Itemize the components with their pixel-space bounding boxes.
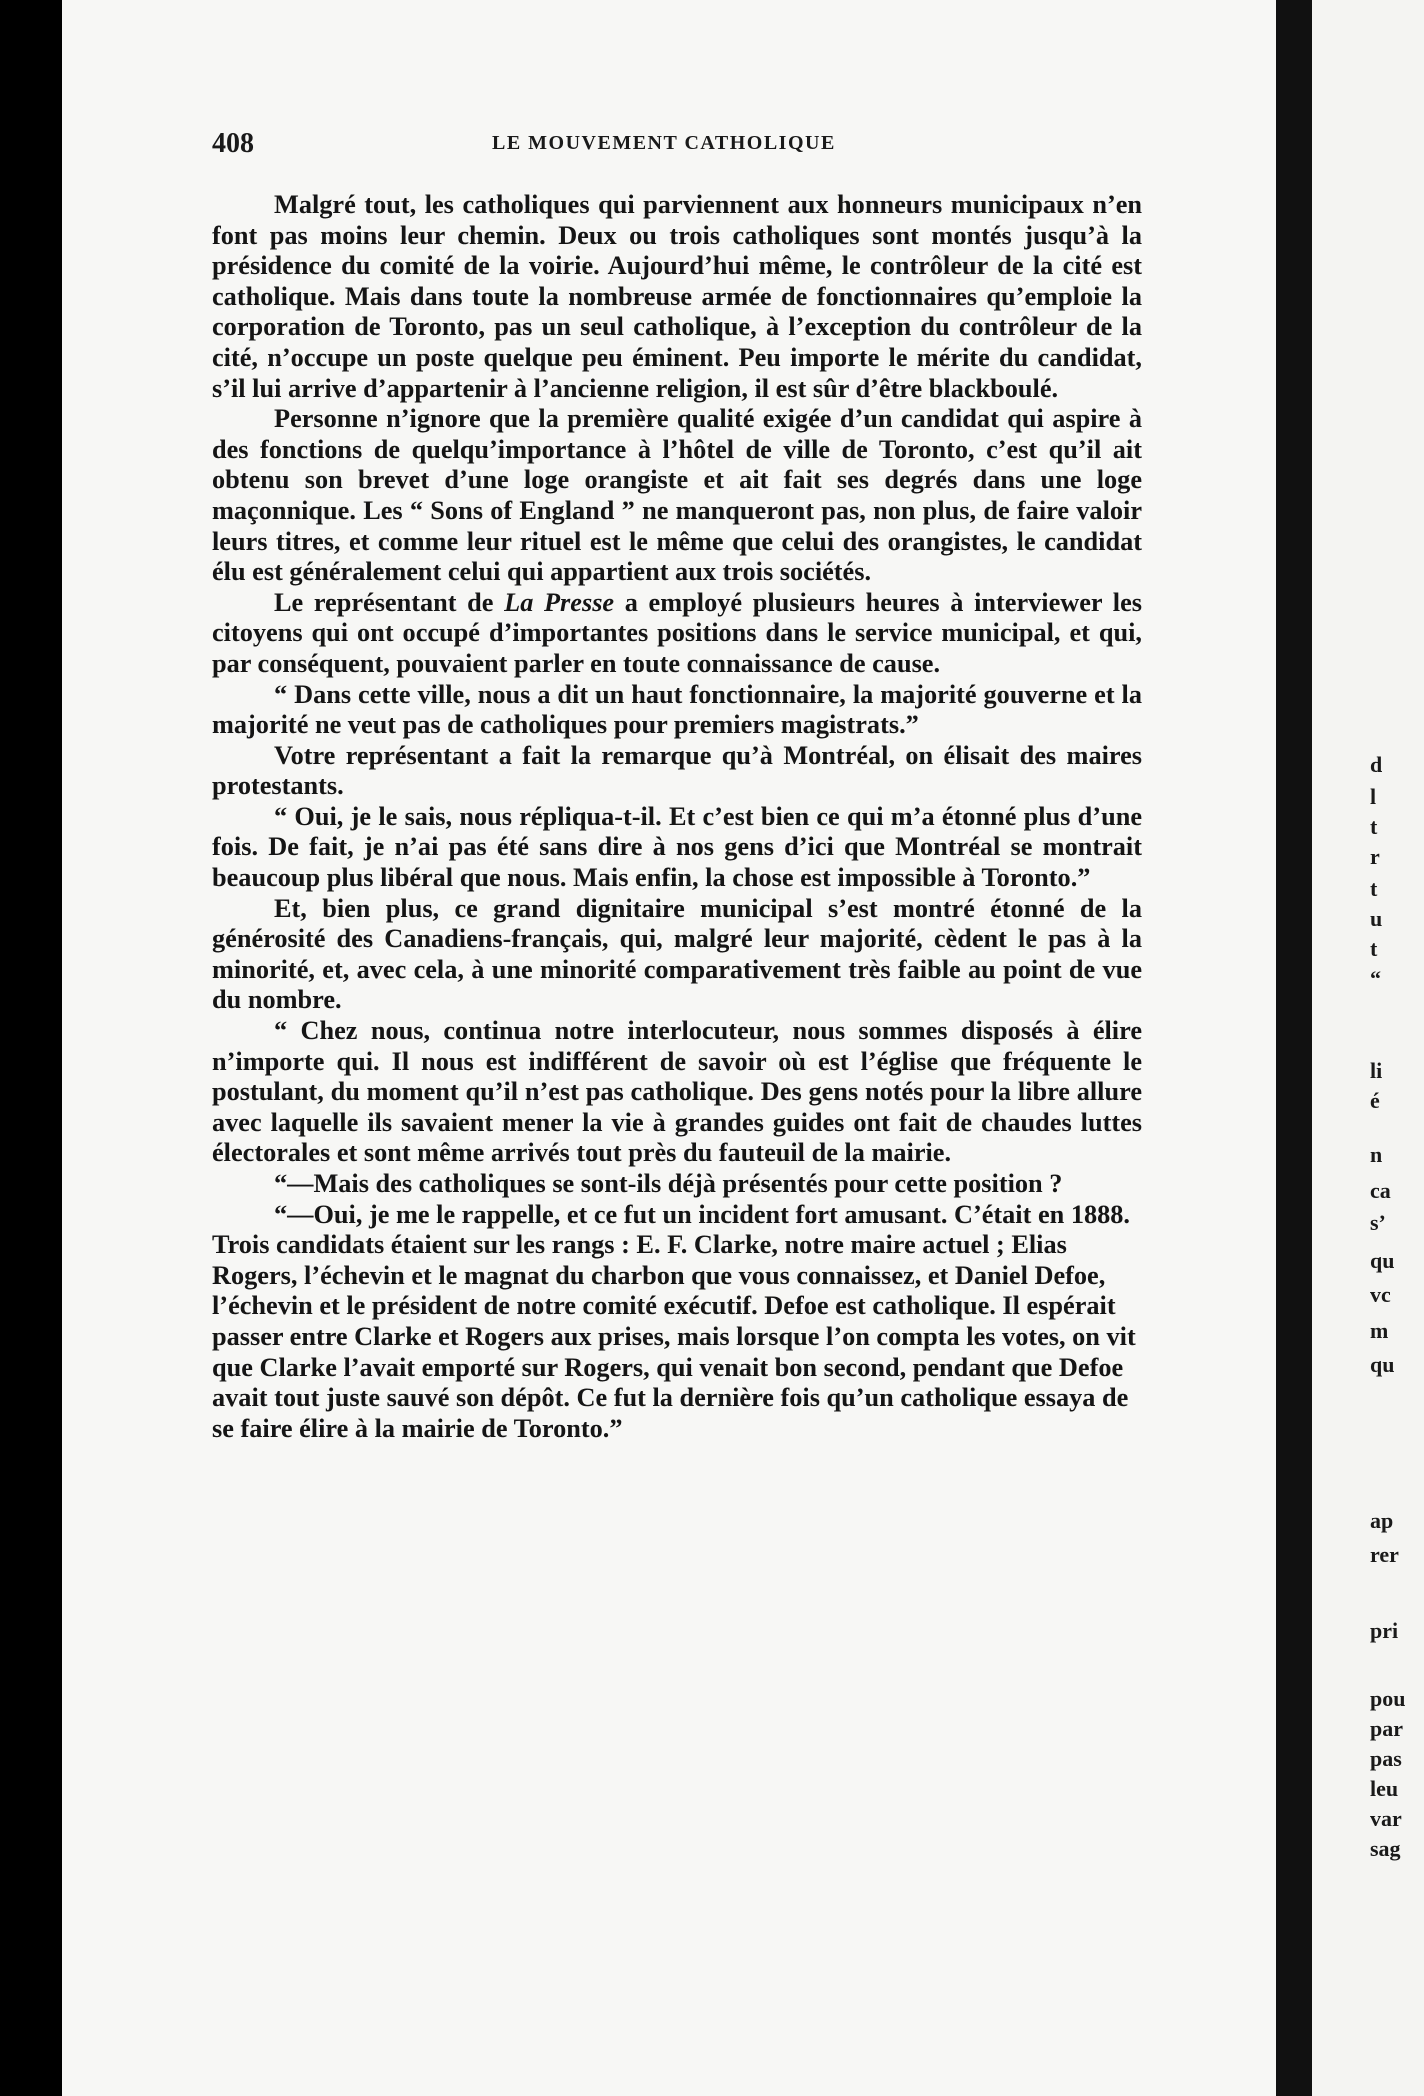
paragraph: “—Mais des catholiques se sont-ils déjà présentés pour cette position ?: [274, 1169, 1063, 1198]
right-page-fragment: pas: [1370, 1746, 1402, 1771]
right-page-fragment: vc: [1370, 1282, 1391, 1307]
book-gutter: [1276, 0, 1312, 2096]
right-page-fragment: rer: [1370, 1542, 1399, 1567]
right-page-fragment: t: [1370, 876, 1378, 901]
right-page-fragment: s’: [1370, 1210, 1386, 1235]
running-title: LE MOUVEMENT CATHOLIQUE: [492, 132, 836, 154]
newspaper-title: La Presse: [504, 587, 615, 617]
right-page-fragment: n: [1370, 1142, 1383, 1167]
paragraph: Malgré tout, les catholiques qui parviennent aux honneurs municipaux n’en font pas moins leur chemin. Deux ou trois catholiques sont montés jusqu’à la présidence du comité de la voirie. Aujourd’hui même, le contrôleur de la cité est catholique. Mais dans toute la nombreuse armée de fonctionnaires qu’emploie la corporation de Toronto, pas un seul catholique, à l’exception du contrôleur de la cité, n’occupe un poste quelque peu éminent. Peu importe le mérite du candidat, s’il lui arrive d’appartenir à l’ancienne religion, il est sûr d’être blackboulé.: [212, 190, 1142, 403]
paragraph: “ Chez nous, continua notre interlocuteur, nous sommes disposés à élire n’importe qui. Il nous est indifférent de savoir où est l’église que fréquente le postulant, du moment qu’il n’est pas catholique. Des gens notés pour la libre allure avec laquelle ils savaient mener la vie à grandes guides ont fait de chaudes luttes électorales et sont même arrivés tout près du fauteuil de la mairie.: [212, 1016, 1142, 1168]
right-page-fragments: [1370, 0, 1424, 2096]
right-page-fragment: u: [1370, 906, 1383, 931]
paragraph: “ Dans cette ville, nous a dit un haut fonctionnaire, la majorité gouverne et la majorité ne veut pas de catholiques pour premiers magistrats.”: [212, 679, 1142, 740]
right-page-fragment: r: [1370, 844, 1380, 869]
right-page-fragment: é: [1370, 1088, 1380, 1113]
right-page-fragment: var: [1370, 1806, 1402, 1831]
right-page-fragment: ca: [1370, 1178, 1391, 1203]
paragraph: Et, bien plus, ce grand dignitaire municipal s’est montré étonné de la générosité des Canadiens-français, qui, malgré leur majorité, cèdent le pas à la minorité, et, avec cela, à une minorité comparativement très faible au point de vue du nombre.: [212, 893, 1142, 1015]
paragraph: “—Oui, je me le rappelle, et ce fut un incident fort amusant. C’était en 1888. Trois candidats étaient sur les rangs : E. F. Clarke, notre maire actuel ; Elias Rogers, l’échevin et le magnat du charbon que vous connaissez, et Daniel Defoe, l’échevin et le président de notre comité exécutif. Defoe est catholique. Il espérait passer entre Clarke et Rogers aux prises, mais lorsque l’on compta les votes, on vit que Clarke l’avait emporté sur Rogers, qui venait bon second, pendant que Defoe avait tout juste sauvé son dépôt. Ce fut la dernière fois qu’un catholique essaya de se faire élire à la mairie de Toronto.”: [212, 1199, 1136, 1443]
right-page-fragment: ap: [1370, 1508, 1394, 1533]
right-page-fragment: sag: [1370, 1836, 1401, 1861]
paragraph-text: a employé plusieurs heures à interviewer les citoyens qui ont occupé d’importantes positions dans le service municipal, et qui, par conséquent, pouvaient parler en toute connaissance de cause.: [212, 587, 1142, 678]
page-header: [212, 128, 892, 168]
right-page-fragment: pri: [1370, 1618, 1399, 1643]
right-page-fragment: t: [1370, 814, 1378, 839]
right-page-fragment: m: [1370, 1318, 1389, 1343]
right-page-fragment: qu: [1370, 1248, 1395, 1273]
right-page-fragment: d: [1370, 752, 1383, 777]
paragraph: Votre représentant a fait la remarque qu’à Montréal, on élisait des maires protestants.: [212, 740, 1142, 801]
right-page-fragment: “: [1370, 966, 1381, 991]
page-number: 408: [212, 128, 254, 159]
right-page-fragment: l: [1370, 784, 1377, 809]
paragraph: Personne n’ignore que la première qualité exigée d’un candidat qui aspire à des fonctions de quelqu’importance à l’hôtel de ville de Toronto, c’est qu’il ait obtenu son brevet d’une loge orangiste et ait fait ses degrés dans une loge maçonnique. Les “ Sons of England ” ne manqueront pas, non plus, de faire valoir leurs titres, et comme leur rituel est le même que celui des orangistes, le candidat élu est généralement celui qui appartient aux trois sociétés.: [212, 404, 1142, 587]
right-page-fragment: qu: [1370, 1352, 1395, 1377]
right-page-fragment: pou: [1370, 1686, 1406, 1711]
paragraph-text: Le représentant de: [274, 587, 505, 617]
right-page-fragment: t: [1370, 936, 1378, 961]
right-page-fragment: leu: [1370, 1776, 1399, 1801]
right-page-fragment: li: [1370, 1058, 1383, 1083]
paragraph-la-presse: [212, 588, 1142, 680]
body-text: [212, 190, 1142, 1444]
right-page-fragment: par: [1370, 1716, 1403, 1741]
paragraph: “ Oui, je le sais, nous répliqua-t-il. Et c’est bien ce qui m’a étonné plus d’une fois. De fait, je n’ai pas été sans dire à nos gens d’ici que Montréal se montrait beaucoup plus libéral que nous. Mais enfin, la chose est impossible à Toronto.”: [212, 801, 1142, 893]
